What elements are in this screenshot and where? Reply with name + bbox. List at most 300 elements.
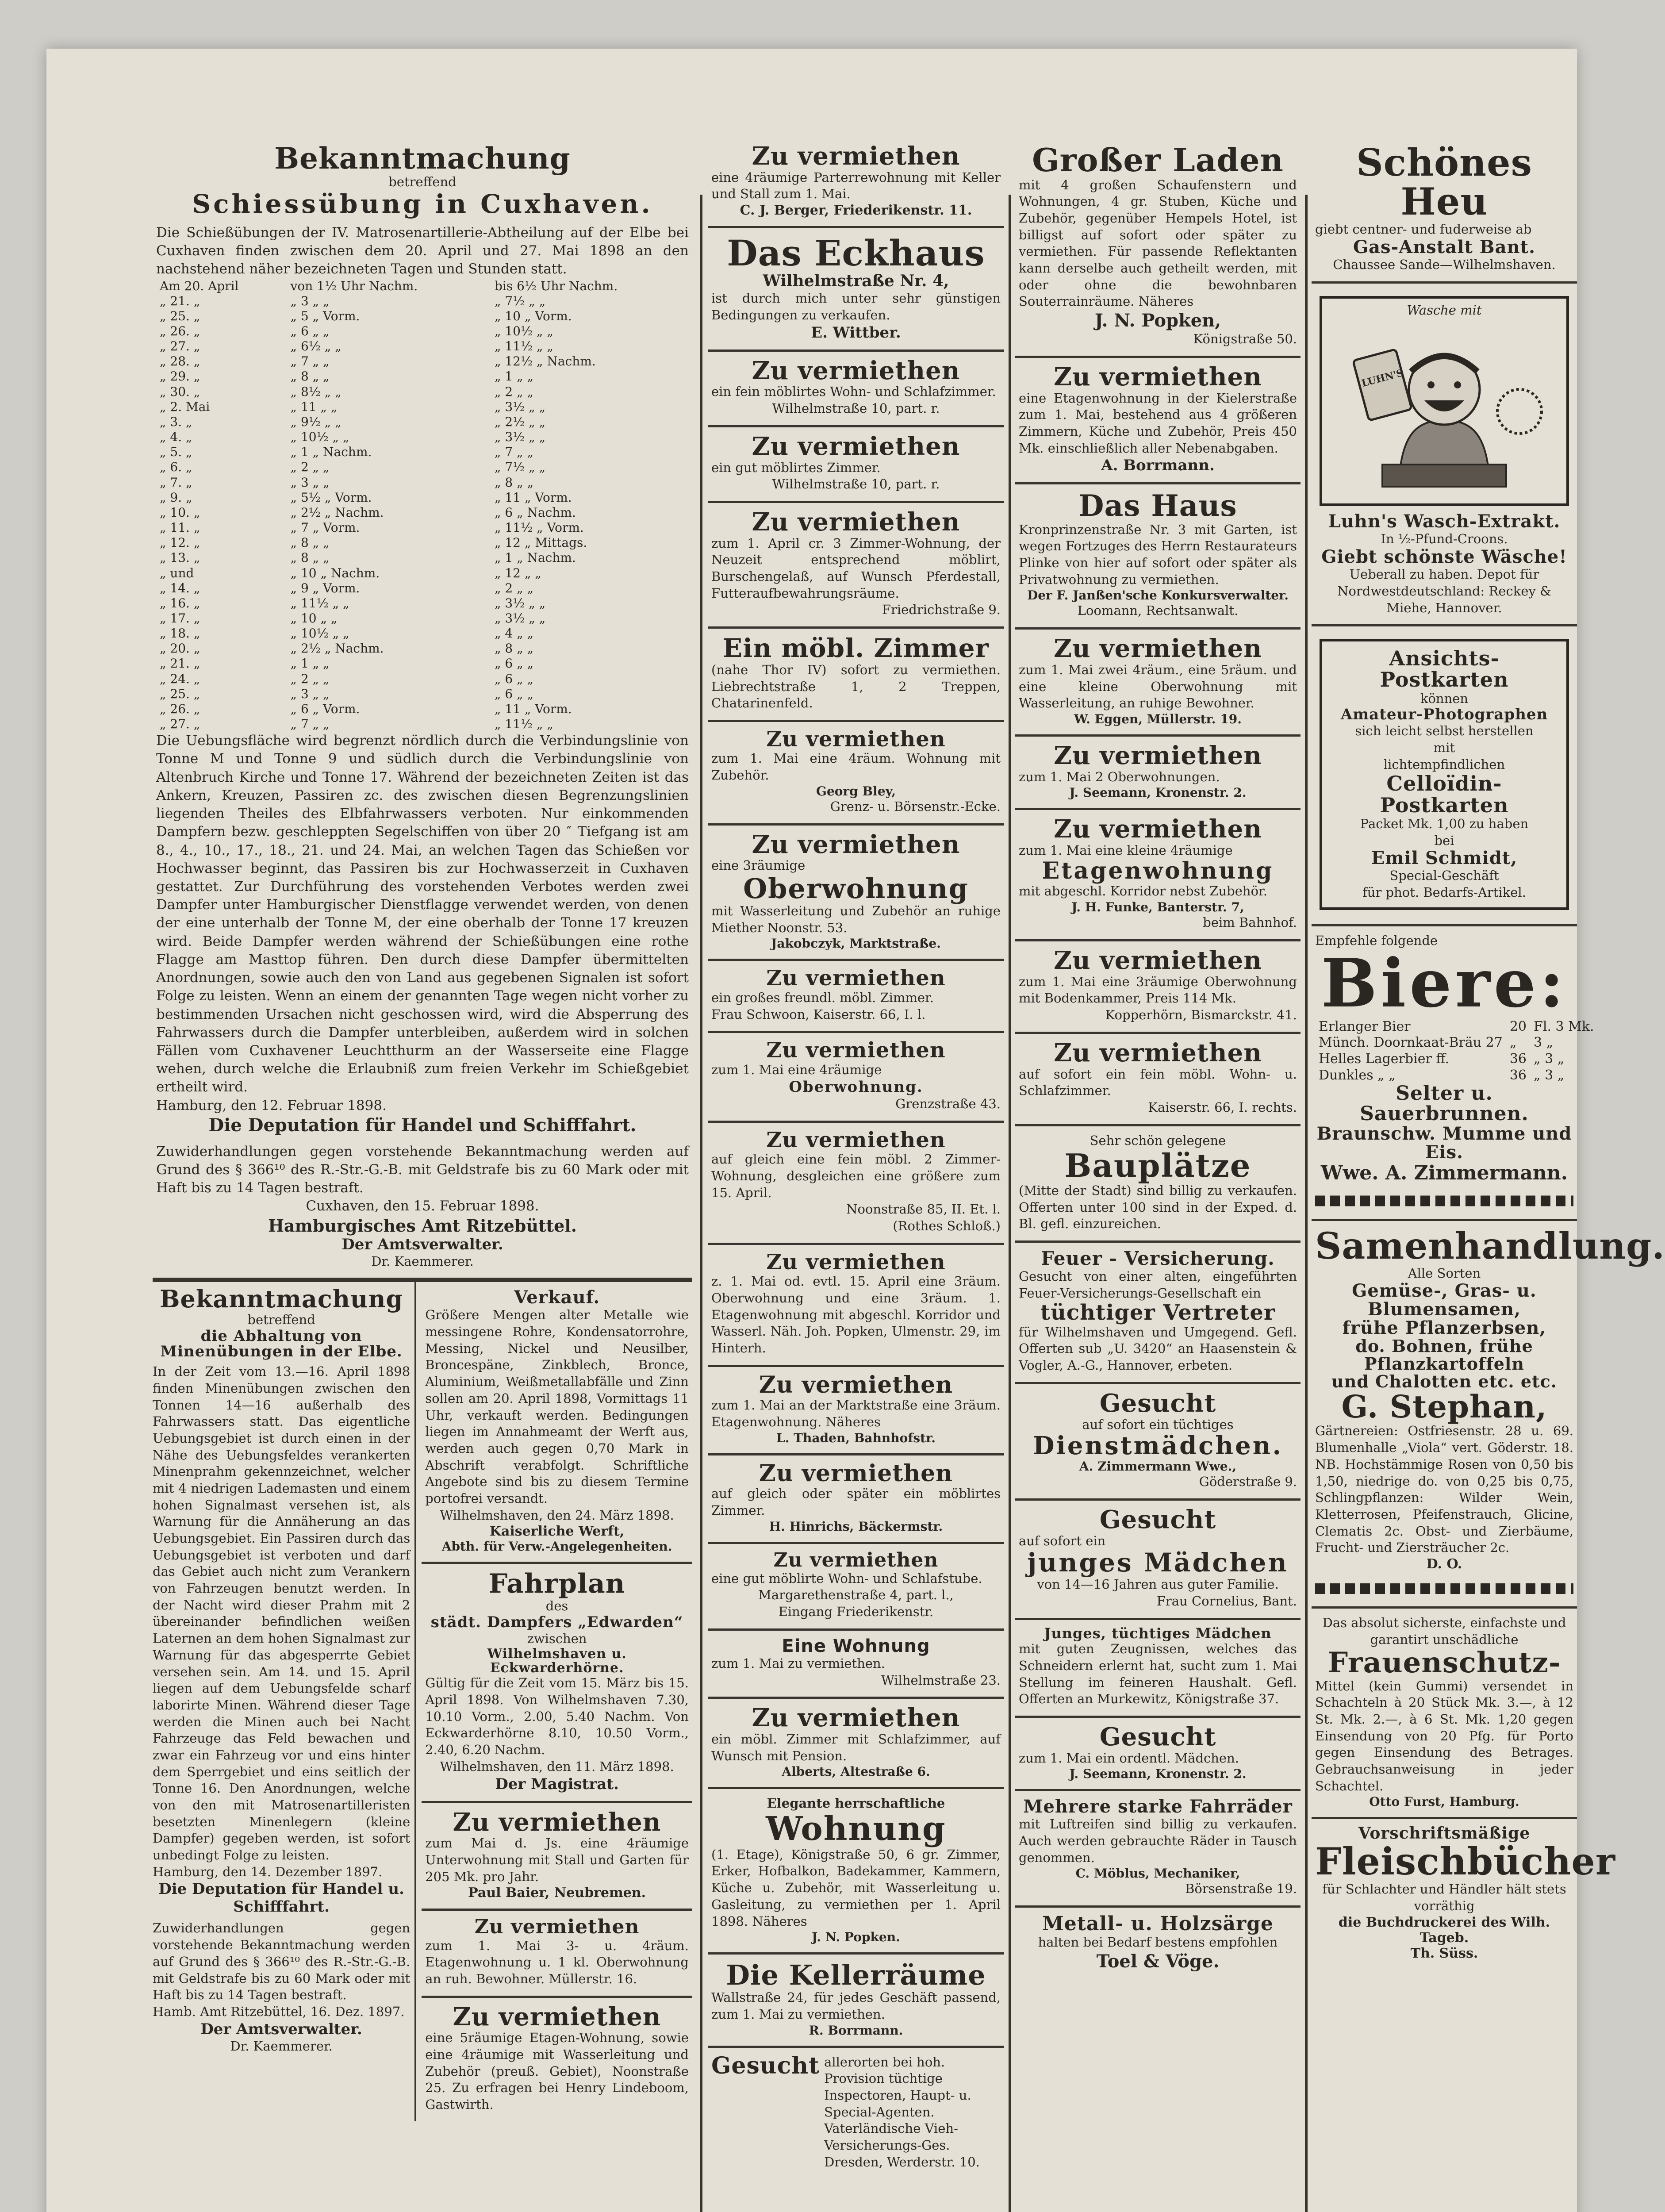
table-cell: Helles Lagerbier ff. [1319,1051,1450,1067]
ad-signer: E. Wittber. [811,323,901,342]
ad-subtitle-2: zwischen [527,1631,587,1646]
ad-bicycles [1015,1791,1301,1908]
ad-body: mit Luftreifen sind billig zu verkaufen. Auch werden gebrauchte Räder in Tausch genommen. [1019,1816,1297,1865]
ad-title: Zu vermiethen [1054,362,1262,392]
table-cell: Dunkles „ „ [1319,1067,1396,1083]
ad-beers [1312,926,1594,1221]
ad-body: zum 1. Mai ein ordentl. Mädchen. [1019,1750,1239,1766]
schedule-row [156,535,689,550]
ad-body: eine 5räumige Etagen-Wohnung, sowie eine 4räumige mit Wasserleitung und Zubehör (preuß. Gebiet), Noonstraße 25. Zu erfragen bei Henry Lindeboom, Gastwirth. [425,2030,689,2112]
table-cell: „ 11½ „ „ [494,717,553,732]
ad-signer: Friedrichstraße 9. [882,602,1001,618]
ad-rent [708,352,1004,427]
schedule-row [156,460,689,475]
column-3 [1015,137,1301,1980]
table-cell: „ 12. „ [160,535,200,550]
table-cell: „ 27. „ [160,339,200,354]
ad-rent [708,503,1004,629]
table-cell: „ 3½ „ „ [494,595,546,611]
table-cell: 36 [1509,1067,1527,1083]
ad-signer: A. Zimmermann Wwe., [1079,1459,1237,1474]
ad-body: auf gleich oder später ein möblirtes Zimmer. [711,1486,1001,1518]
ad-body: halten bei Bedarf bestens empfohlen [1038,1935,1278,1950]
ad-title: Zu vermiethen [752,507,960,537]
ad-title: Zu vermiethen [1054,1038,1262,1068]
table-cell: „ 10. „ [160,505,200,520]
ad-body: auf sofort ein fein möbl. Wohn- u. Schlafzimmer. [1019,1066,1297,1098]
ad-rent [708,826,1004,961]
table-cell: „ 1 „ Nachm. [494,550,576,565]
table-cell: „ 30. „ [160,384,200,399]
ad-body: auf sofort ein [1019,1533,1106,1548]
table-cell: „ 2½ „ Nachm. [290,641,384,656]
ad-signer: J. Seemann, Kronenstr. 2. [1069,785,1247,800]
ad-body: zum 1. April cr. 3 Zimmer-Wohnung, der Neuzeit entsprechend möblirt, Burschengelaß, auf Wunsch Pferdestall, Futteraufbewahrungsräume. [711,535,1001,601]
ad-title: Gesucht [711,2052,820,2079]
schedule-row [156,550,689,565]
postcards-box [1320,639,1569,910]
ad-body-2: Ueberall zu haben. Depot für Nordwestdeutschland: Reckey & Miehe, Hannover. [1337,567,1551,615]
table-cell: „ 18. „ [160,626,200,641]
ad-signer: R. Borrmann. [809,2023,903,2038]
ad-signer: Noonstraße 85, II. Et. l. [846,1202,1001,1217]
table-cell: „ 8 „ „ [290,535,330,550]
ad-signer: Jakobczyk, Marktstraße. [771,936,941,951]
ad-protective-agent [1312,1609,1577,1819]
table-cell: 20 [1509,1018,1527,1034]
ad-title: Samenhandlung. [1315,1225,1665,1267]
ad-signer: Grenzstraße 43. [895,1096,1001,1112]
ad-signer: Der F. Janßen'sche Konkursverwalter. [1027,588,1289,603]
notice-signer-3: Dr. Kaemmerer. [230,2038,333,2054]
ad-body: Gesucht von einer alten, eingeführten Feuer-Versicherungs-Gesellschaft ein [1019,1269,1297,1301]
schedule-row [156,611,689,626]
table-cell: „ 25. „ [160,308,200,323]
column-rule [1305,195,1308,2212]
beer-row [1315,1051,1598,1068]
table-cell: „ 3 „ „ [290,293,330,308]
ad-rent [1015,1034,1301,1126]
ad-title: Ein möbl. Zimmer [722,633,990,664]
notice-title: Bekanntmachung [274,141,571,176]
ad-signer: Der Magistrat. [495,1775,619,1793]
ad-washing-extract [1312,284,1577,626]
table-cell: „ 3½ „ „ [494,611,546,626]
table-cell: „ 10 „ Vorm. [494,308,572,323]
schedule-row [156,475,689,490]
table-cell: „ 3 „ [1534,1051,1565,1067]
ad-body: Das absolut sicherste, einfachste und garantirt unschädliche [1322,1615,1566,1647]
schedule-row [156,566,689,581]
ad-title: Zu vermiethen [766,1249,946,1275]
table-cell: „ und [160,565,194,580]
ad-line-4: mit [1433,740,1455,755]
table-cell: „ 21. „ [160,656,200,671]
ad-signer: Wilhelmstraße 23. [881,1672,1001,1688]
table-cell: „ 11 „ Vorm. [494,701,572,716]
notice-body: Die Uebungsfläche wird begrenzt nördlich durch die Verbindungslinie von Tonne M und Tonne 9 und südlich durch die Verbindungslinie von Altenbruch Kirche und Tonne 17. Während der bezeichneten Zeiten ist das Ankern, Kreuzen, Passiren zc. des zwischen diesen Begrenzungslinien liegenden Theiles des Elbfahrwassers verboten. Nur einkommenden Dampfern bezw. geschleppten Segelschiffen von über 20 ″ Tiefgang ist am 8., 4., 10., 17., 18., 21. und 24. Mai, an welchen Tagen das Schießen vor Hochwasser beginnt, das Passiren bis zur Hochwasserzeit in Cuxhaven gestattet. Zur Durchführung des vorstehenden Verbotes werden zwei Dampfer unter Hamburgischer Dienstflagge verwendet werden, von denen der eine unterhalb der Tonne M, der eine oberhalb der Tonne 17 kreuzen wird. Beide Dampfer werden während der Schießübungen eine rothe Flagge am Masttop führen. Den durch diese Dampfer übermittelten Anordnungen, sowie auch den von Land aus gegebenen Signalen ist sofort Folge zu leisten. Wenn an einem der genannten Tage wegen nicht vorher zu bestimmenden Ursachen nicht geschossen wird, wird die Absperrung des Fahrwassers durch die Dampfer unterbleiben, außerdem wird in solchen Fällen vom Cuxhavener Leuchtthurm an der Wasserseite eine Flagge wehen, durch welche die Erlaubniß zum freien Verkehr im Schießgebiet ertheilt wird. [156,733,689,1095]
ad-rent [708,137,1004,228]
notice-intro: Die Schießübungen der IV. Matrosenartillerie-Abtheilung auf der Elbe bei Cuxhaven finden zwischen dem 20. April und 27. Mai 1898 an den nachstehend näher bezeichneten Tagen und Stunden statt. [156,224,689,277]
ad-title: Gesucht [1099,1388,1216,1418]
table-cell: Fl. 3 Mk. [1534,1018,1594,1034]
table-cell: „ 10½ „ „ [290,626,349,641]
ad-signer: A. Borrmann. [1101,457,1215,475]
notice-date-2: Cuxhaven, den 15. Februar 1898. [306,1198,539,1214]
ad-furnished-room [708,629,1004,722]
table-cell: „ 8 „ „ [290,550,330,565]
ad-signer: W. Eggen, Müllerstr. 19. [1074,711,1242,726]
table-cell: „ 8 „ „ [290,369,330,384]
ad-rent [1015,358,1301,485]
schedule-row [156,415,689,430]
table-cell: „ 16. „ [160,595,200,611]
ad-big: Giebt schönste Wäsche! [1321,546,1567,568]
schedule-row [156,702,689,717]
schedule-row [156,520,689,535]
table-cell: „ 5. „ [160,445,192,460]
laughing-boy-illustration [1329,323,1559,495]
beer-price-table [1315,1019,1598,1083]
ad-line-9: Emil Schmidt, [1371,848,1518,869]
notice-date: Hamburg, den 14. Dezember 1897. [153,1864,383,1879]
ad-rent [708,1123,1004,1245]
notice-signer: Die Deputation für Handel u. Schifffahrt. [158,1880,404,1916]
ad-date: Wilhelmshaven, den 11. März 1898. [440,1759,674,1774]
table-cell: „ 12 „ „ [494,565,541,580]
table-cell: „ 28. „ [160,354,200,369]
ad-rent [708,1455,1004,1544]
table-cell: „ 11. „ [160,520,200,535]
ad-title: Zu vermiethen [453,1807,661,1837]
table-cell: „ 6 „ Nachm. [494,505,576,520]
column-1-lower [153,1280,692,2121]
ad-signer: L. Thaden, Bahnhofstr. [776,1430,936,1445]
table-cell: „ 13. „ [160,550,200,565]
ad-rent [708,722,1004,825]
table-cell: „ 1 „ Nachm. [290,445,372,460]
table-cell: „ 7 „ „ [290,717,330,732]
table-cell: „ 12 „ Mittags. [494,535,587,550]
ad-signer: Margarethenstraße 4, part. l., [758,1587,954,1603]
column-1-right-ads [416,1282,692,2121]
table-cell: „ 2. Mai [160,399,210,414]
beer-row [1315,1035,1598,1051]
notice-penalty: Zuwiderhandlungen gegen vorstehende Bekanntmachung werden auf Grund des § 366¹⁰ des R.-Str.-G.-B. mit Geldstrafe bis zu 60 Mark oder mit Haft bis zu 14 Tagen bestraft. [153,1920,410,2003]
table-cell: „ 4. „ [160,430,192,445]
ad-rent [708,1033,1004,1123]
ad-body: ist durch mich unter sehr günstigen Bedingungen zu verkaufen. [711,291,1001,323]
ad-signer: Otto Furst, Hamburg. [1369,1794,1519,1809]
ad-position-wanted [1015,1620,1301,1718]
schedule-row [156,672,689,687]
ad-rent [1015,630,1301,737]
notice-signer: Die Deputation für Handel und Schifffahrt. [208,1114,637,1136]
ad-title: Biere: [1321,945,1568,1023]
table-cell: „ 11 „ „ [290,399,338,414]
ad-title: Zu vermiethen [752,142,960,171]
ad-title: Fahrplan [488,1568,625,1600]
ad-house [1015,484,1301,630]
ad-line-10: Special-Geschäft [1389,868,1499,883]
ad-coffins [1015,1908,1301,1980]
ad-title: Verkauf. [514,1287,600,1308]
ad-body: zum 1. Mai eine 4räum. Wohnung mit Zubehör. [711,751,1001,783]
ad-title: Zu vermiethen [1054,814,1262,844]
notice-body: In der Zeit vom 13.—16. April 1898 finden Minenübungen zwischen den Tonnen 14—16 außerhalb des Fahrwassers statt. Das eigentliche Uebungsgebiet ist durch einen in der Nähe des Uebungsfeldes verankerten Minenprahm gekennzeichnet, welcher mit 4 niedrigen Lademasten und einem hohen Signalmast versehen ist, als Warnung für die Annäherung an das Uebungsgebiet. Ein Passiren durch das Uebungsgebiet ist verboten und darf das Gebiet auch nicht zum Verankern von Fahrzeugen benutzt werden. In der Nacht wird dieser Prahm mit 2 übereinander befindlichen weißen Laternen an dem hohen Signalmast zur Warnung für das abgesperrte Gebiet versehen sein. Am 14. und 15. April liegen auf dem Uebungsfelde scharf laborirte Minen. Während dieser Tage werden die Minen auch bei Nacht Fahrzeuge das Feld bewachen und zwar ein Fahrzeug vor und eins hinter dem Sperrgebiet und eins seitlich der Tonne 16. Den Anordnungen, welche von den mit Matrosenartilleristen besetzten Minenlegern (kleine Dampfer) gegeben werden, ist sofort unbedingt Folge zu leisten. [153,1364,410,1863]
table-cell: „ 1 „ „ [290,656,330,671]
ad-title: Das Haus [1078,488,1237,523]
ad-line-1: können [1420,691,1469,706]
ad-subtitle: Alle Sorten [1408,1265,1481,1281]
ad-title: Bauplätze [1064,1147,1251,1185]
ad-signer-2: Börsenstraße 19. [1185,1881,1297,1897]
ad-line-4: und Chalotten etc. etc. [1331,1371,1557,1392]
ad-signer: Kaiserstr. 66, I. rechts. [1148,1099,1297,1115]
ad-body: ein möbl. Zimmer mit Schlafzimmer, auf Wunsch mit Pension. [711,1732,1001,1763]
ad-body: eine 3räumige [711,858,806,873]
table-cell: bis 6½ Uhr Nachm. [494,278,618,293]
ad-title: Mehrere starke Fahrräder [1023,1796,1293,1817]
ad-pre: Sehr schön gelegene [1090,1133,1226,1148]
ad-rent [422,1803,692,1911]
ad-body: zum 1. Mai zwei 4räum., eine 5räum. und eine kleine Oberwohnung mit Wasserleitung, an ruhige Bewohner. [1019,662,1297,711]
ad-title: Luhn's Wasch-Extrakt. [1328,511,1561,532]
ad-signer: J. Seemann, Kronenstr. 2. [1069,1767,1247,1782]
table-cell: „ 8 „ „ [494,475,533,490]
ad-title: Die Kellerräume [726,1959,986,1992]
ad-signer: Kopperhörn, Bismarckstr. 41. [1105,1007,1297,1023]
ad-big: Dienstmädchen. [1033,1431,1283,1461]
ad-body: giebt centner- und fuderweise ab [1315,222,1532,237]
ad-line: Wilhelmstraße Nr. 4, [763,272,949,291]
table-cell: „ 3½ „ „ [494,430,546,445]
table-cell: „ 2 „ „ [494,580,533,595]
notice-date-2: Hamb. Amt Ritzebüttel, 16. Dez. 1897. [153,2004,405,2019]
ad-line-3: sich leicht selbst herstellen [1355,723,1534,739]
table-cell: „ 11 „ Vorm. [494,490,572,505]
table-cell: „ 10 „ Nachm. [290,565,380,580]
ad-body: auf gleich eine fein möbl. 2 Zimmer-Wohnung, desgleichen eine größere zum 15. April. [711,1152,1001,1200]
ad-title: Zu vermiethen [1054,945,1262,975]
ad-title: Eine Wohnung [782,1636,930,1656]
ad-body: (1. Etage), Königstraße 50, 6 gr. Zimmer, Erker, Hofbalkon, Badekammer, Kammern, Küche u. Zubehör, mit Wasserleitung u. Gasleitung, zu vermiethen per 1. April 1898. Näheres [711,1847,1001,1929]
ad-body: (Mitte der Stadt) sind billig zu verkaufen. Offerten unter 100 sind in der Exped. d. Bl. gefl. einzureichen. [1019,1183,1297,1232]
schedule-row [156,687,689,702]
table-cell: 3 „ [1534,1035,1554,1051]
package-label: LUHN'S [1360,367,1405,390]
notice-signer-3: Der Amtsverwalter. [341,1235,503,1253]
ad-signer: Georg Bley, [816,783,896,799]
ad-body: In ½-Pfund-Croons. [1381,531,1508,547]
ad-title: Zu vermiethen [766,1128,946,1153]
ad-seed-shop [1312,1221,1665,1609]
table-cell: „ [1509,1035,1517,1051]
table-cell: „ 2 „ „ [290,460,330,475]
table-cell: „ 9. „ [160,490,192,505]
ad-hay [1312,137,1577,284]
table-cell: „ 5½ „ Vorm. [290,490,372,505]
ad-line-6: Celloïdin-Postkarten [1380,772,1509,817]
ad-title: Zu vermiethen [773,1548,939,1571]
ad-signer: Frau Cornelius, Bant. [1156,1593,1297,1609]
ad-title: Ansichts-Postkarten [1380,646,1509,692]
ad-rent [1015,810,1301,941]
table-cell: „ 10 „ „ [290,611,338,626]
table-cell: 36 [1509,1051,1527,1067]
ad-title: Gesucht [1099,1722,1216,1751]
notice-subtitle: betreffend [388,174,457,190]
table-cell: „ 6 „ „ [290,324,330,338]
ad-body: mit guten Zeugnissen, welches das Schneidern erlernt hat, sucht zum 1. Mai Stellung im feineren Haushalt. Gefl. Offerten an Murkewitz, Königstraße 37. [1019,1641,1297,1707]
ad-body: Gärtnereien: Ostfriesenstr. 28 u. 69. Blumenhalle „Viola“ vert. Göderstr. 18. NB. Hochstämmige Rosen von 0,50 bis 1,50, niedrige do. von 0,25 bis 0,75, Schlingpflanzen: Wilder Wein, Kletterrosen, Pfeifenstrauch, Glicine, Clematis 2c. Obst- und Zierbäume, Frucht- und Ziersträucher 2c. [1315,1423,1573,1555]
ad-signer: C. Möblus, Mechaniker, [1075,1866,1240,1881]
table-cell: Münch. Doornkaat-Bräu 27 [1319,1035,1503,1051]
ad-signer: Toel & Vöge. [1096,1951,1220,1972]
table-cell: „ 6 „ Vorm. [290,701,360,716]
illustration-frame [1320,296,1569,507]
ad-line-3: Braunschw. Mumme und Eis. [1316,1123,1572,1163]
table-cell: „ 11½ „ Vorm. [494,520,584,535]
schedule-row [156,656,689,671]
table-cell: „ 10½ „ „ [494,324,553,338]
table-cell: „ 11½ „ „ [290,595,349,611]
ad-rent [708,1544,1004,1631]
ad-title: Zu vermiethen [752,356,960,385]
ad-body-2: Chaussee Sande—Wilhelmshaven. [1333,257,1556,273]
ad-signer-2: Eingang Friederikenstr. [778,1604,934,1620]
notice-signer-2: Hamburgisches Amt Ritzebüttel. [268,1215,577,1236]
ad-body: mit 4 großen Schaufenstern und Wohnungen, 4 gr. Stuben, Küche und Zubehör, gegenüber Hempels Hotel, ist billigst auf sofort oder später zu vermiethen. Für passende Reflektanten kann derselbe auch getheilt werden, mit oder ohne die bewohnbaren Souterrainräume. Näheres [1019,177,1297,309]
ad-fire-insurance [1015,1243,1301,1384]
ad-pre: Elegante herrschaftliche [767,1796,945,1811]
schedule-row [156,430,689,445]
ad-maid-wanted [1015,1384,1301,1501]
table-cell: „ 2 „ „ [494,384,533,399]
notice-date: Hamburg, den 12. Februar 1898. [156,1097,387,1114]
beer-row [1315,1068,1598,1084]
ad-rent [422,1998,692,2121]
table-cell: „ 7 „ Vorm. [290,520,360,535]
table-cell: „ 24. „ [160,671,200,686]
ad-big: Gas-Anstalt Bant. [1353,237,1536,258]
table-cell: „ 5 „ Vorm. [290,308,360,323]
table-cell: „ 25. „ [160,686,200,701]
table-cell: „ 17. „ [160,611,200,626]
ad-body: zum 1. Mai an der Marktstraße eine 3räum. Etagenwohnung. Näheres [711,1398,1001,1429]
ad-big: Oberwohnung. [789,1078,923,1096]
ad-agents-wanted [708,2048,1004,2179]
ad-body: eine gut möblirte Wohn- und Schlafstube. [711,1571,982,1586]
ad-title-2: städt. Dampfers „Edwarden“ [430,1613,683,1631]
table-cell: „ 2½ „ „ [494,414,546,429]
table-cell: „ 7½ „ „ [494,293,546,308]
ad-signer: Alberts, Altestraße 6. [782,1764,930,1779]
table-cell: Erlanger Bier [1319,1018,1411,1034]
ad-signer: Wilhelmstraße 10, part. r. [772,401,940,416]
ad-signer: J. H. Funke, Banterstr. 7, [1071,900,1244,915]
ad-signer: Frau Schwoon, Kaiserstr. 66, I. l. [711,1006,926,1022]
ad-big: Oberwohnung [743,872,969,905]
schedule-row [156,596,689,611]
ad-body: Kronprinzenstraße Nr. 3 mit Garten, ist wegen Fortzuges des Herrn Restaurateurs Plinke von hier auf sofort oder später als Privatwohnung zu vermiethen. [1019,522,1297,587]
schedule-row [156,294,689,309]
schedule-row [156,309,689,324]
ad-body: zum 1. Mai zu vermiethen. [711,1655,885,1671]
table-cell: „ 12½ „ Nachm. [494,354,596,369]
table-cell: „ 8 „ „ [494,641,533,656]
ad-elegant-apartment [708,1789,1004,1955]
ad-meat-books [1312,1819,1616,1969]
ad-pre: Vorschriftsmäßige [1358,1824,1531,1843]
schedule-row [156,717,689,732]
ad-date: Wilhelmshaven, den 24. März 1898. [440,1507,674,1523]
ad-body: eine Etagenwohnung in der Kielerstraße zum 1. Mai, bestehend aus 4 größeren Zimmern, Küche und Zubehör, Preis 450 Mk. einschließlich aller Nebenabgaben. [1019,390,1297,456]
table-cell: „ 26. „ [160,324,200,338]
notice-signer-4: Dr. Kaemmerer. [371,1253,474,1269]
ad-signer: Th. Süss. [1410,1945,1478,1961]
ad-body: Größere Mengen alter Metalle wie messingene Rohre, Kondensatorrohre, Messing, Nickel und Neusilber, Broncespäne, Zinkblech, Bronce, Aluminium, Weißmetallabfälle und Zinn sollen am 20. April 1898, Vormittags 11 Uhr, verkauft werden. Bedingungen liegen im Annahmeamt der Werft aus, werden auch gegen 0,70 Mark in Abschrift verabfolgt. Schriftliche Angebote sind bis zu diesem Termine portofrei versandt. [425,1307,689,1506]
ad-signer-2: Abth. für Verw.-Angelegenheiten. [441,1539,672,1554]
ad-signer: H. Hinrichs, Bäckermstr. [769,1519,943,1534]
ad-rent [708,1699,1004,1789]
ad-title: Zu vermiethen [766,966,946,991]
ad-signer-2: (Rothes Schloß.) [893,1218,1001,1234]
ad-big: Etagenwohnung [1042,857,1274,884]
ad-girl-wanted [1015,1718,1301,1791]
ad-body: Gültig für die Zeit vom 15. März bis 15. April 1898. Von Wilhelmshaven 7.30, 10.10 Vorm., 2.00, 5.40 Nachm. Von Eckwarderhörne 8.10, 10.50 Vorm., 2.40, 6.20 Nachm. [425,1675,689,1758]
ad-rent [708,961,1004,1033]
schedule-row [156,641,689,656]
table-cell: „ 8½ „ „ [290,384,341,399]
ad-line-5: lichtempfindlichen [1383,757,1505,772]
schedule-row [156,445,689,460]
ad-pre: Empfehle folgende [1315,933,1438,948]
ad-body-2: mit Wasserleitung und Zubehör an ruhige Miether Noonstr. 53. [711,903,1001,935]
ad-building-plots [1015,1126,1301,1243]
ad-signer: Kaiserliche Werft, [489,1524,625,1540]
ad-signer: Wwe. A. Zimmermann. [1320,1161,1568,1184]
ad-title-3: Wilhelmshaven u. Eckwarderhörne. [487,1646,627,1676]
table-cell: „ 1 „ „ [494,369,533,384]
table-cell: „ 4 „ „ [494,626,533,641]
ad-body-2: von 14—16 Jahren aus guter Familie. [1037,1577,1279,1592]
column-rule [700,195,702,2212]
ad-signer-2: beim Bahnhof. [1203,915,1297,930]
table-cell: „ 6 „ „ [494,686,533,701]
ad-body: ein gut möblirtes Zimmer. [711,460,881,475]
ad-rent [1015,737,1301,810]
ad-title: Schönes Heu [1356,141,1532,224]
ad-subtitle: des [545,1598,568,1614]
ad-body: zum Mai d. Js. eine 4räumige Unterwohnung mit Stall und Garten für 205 Mk. pro Jahr. [425,1836,689,1884]
ad-rent [708,1245,1004,1367]
ad-line-1: Gemüse-, Gras- u. Blumensamen, [1352,1280,1537,1320]
table-cell: „ 6 „ „ [494,671,533,686]
ad-body-2: Mittel (kein Gummi) versendet in Schachteln à 20 Stück Mk. 3.—, à 12 St. Mk. 2.—, à 6 St. Mk. 1,20 gegen Einsendung von 20 Pfg. für Porto gegen Einsendung des Betrages. Gebrauchsanweisung in jeder Schachtel. [1315,1678,1573,1793]
ad-big: junges Mädchen [1027,1548,1289,1578]
table-cell: „ 6. „ [160,460,192,475]
table-cell: „ 9½ „ „ [290,414,341,429]
schedule-row [156,369,689,384]
ad-big: die Buchdruckerei des Wilh. Tageb. [1338,1914,1550,1946]
illustration-caption: Wasche mit [1407,302,1482,318]
ad-body-2: für Wilhelmshaven und Umgegend. Gefl. Offerten sub „U. 3420“ an Haasenstein & Vogler, A.-G., Hannover, erbeten. [1019,1324,1297,1373]
notice-title-2: Schiessübung in Cuxhaven. [192,188,653,219]
ad-ferry-timetable [422,1564,692,1803]
ad-signer-2: D. O. [1426,1556,1462,1572]
table-cell: „ 3½ „ „ [494,399,546,414]
